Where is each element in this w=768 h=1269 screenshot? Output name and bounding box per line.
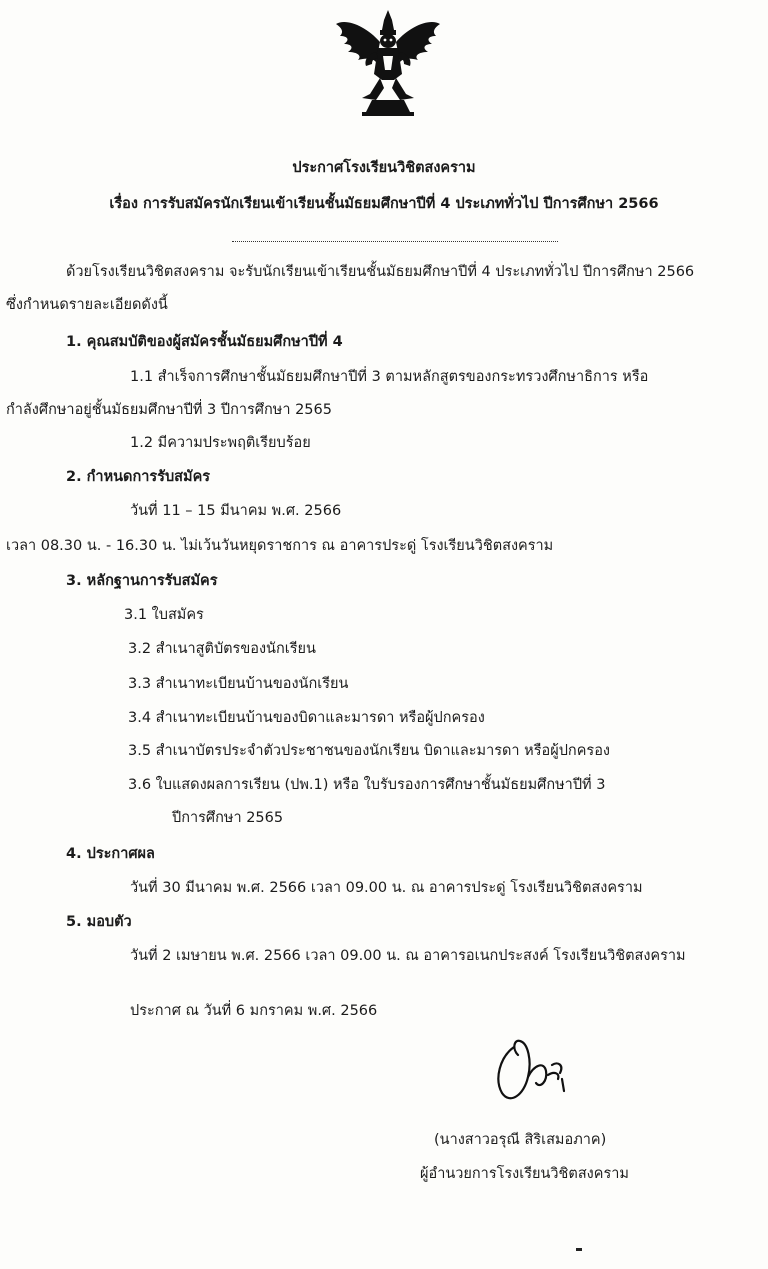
section-1-item-1-line-2: กำลังศึกษาอยู่ชั้นมัธยมศึกษาปีที่ 3 ปีการศึกษา 2565 [6, 402, 332, 418]
section-3-item-3: 3.3 สำเนาทะเบียนบ้านของนักเรียน [128, 676, 349, 692]
section-1-item-1-line-1: 1.1 สำเร็จการศึกษาชั้นมัธยมศึกษาปีที่ 3 ตามหลักสูตรของกระทรวงศึกษาธิการ หรือ [130, 369, 649, 385]
announcement-subject: เรื่อง การรับสมัครนักเรียนเข้าเรียนชั้นมัธยมศึกษาปีที่ 4 ประเภททั่วไป ปีการศึกษา 2566 [109, 196, 659, 212]
signatory-name: (นางสาวอรุณี สิริเสมอภาค) [434, 1132, 607, 1148]
intro-line-2: ซึ่งกำหนดรายละเอียดดังนี้ [6, 297, 168, 313]
section-3-item-5: 3.5 สำเนาบัตรประจำตัวประชาชนของนักเรียน บิดาและมารดา หรือผู้ปกครอง [128, 743, 610, 759]
section-5-heading: 5. มอบตัว [66, 914, 132, 930]
intro-line-1: ด้วยโรงเรียนวิชิตสงคราม จะรับนักเรียนเข้าเรียนชั้นมัธยมศึกษาปีที่ 4 ประเภททั่วไป ปีการศึกษา 2566 [66, 264, 695, 280]
announced-date: ประกาศ ณ วันที่ 6 มกราคม พ.ศ. 2566 [130, 1003, 378, 1019]
section-1-item-2: 1.2 มีความประพฤติเรียบร้อย [130, 435, 311, 451]
divider-dotted-line [232, 241, 558, 242]
scan-speck [576, 1248, 582, 1251]
section-4-detail: วันที่ 30 มีนาคม พ.ศ. 2566 เวลา 09.00 น. ณ อาคารประดู่ โรงเรียนวิชิตสงคราม [130, 880, 643, 896]
section-2-date: วันที่ 11 – 15 มีนาคม พ.ศ. 2566 [130, 503, 342, 519]
section-4-heading: 4. ประกาศผล [66, 846, 155, 862]
section-5-detail: วันที่ 2 เมษายน พ.ศ. 2566 เวลา 09.00 น. ณ อาคารอเนกประสงค์ โรงเรียนวิชิตสงคราม [130, 948, 686, 964]
signatory-position: ผู้อำนวยการโรงเรียนวิชิตสงคราม [420, 1166, 629, 1182]
section-3-item-2: 3.2 สำเนาสูติบัตรของนักเรียน [128, 641, 316, 657]
garuda-emblem-icon [332, 8, 444, 120]
signature-image [488, 1035, 588, 1110]
section-3-item-6: 3.6 ใบแสดงผลการเรียน (ปพ.1) หรือ ใบรับรองการศึกษาชั้นมัธยมศึกษาปีที่ 3 [128, 777, 606, 793]
section-3-heading: 3. หลักฐานการรับสมัคร [66, 573, 218, 589]
announcement-title: ประกาศโรงเรียนวิชิตสงคราม [292, 160, 476, 176]
section-3-item-1: 3.1 ใบสมัคร [124, 607, 204, 623]
section-3-item-6-line-2: ปีการศึกษา 2565 [172, 810, 284, 826]
section-1-heading: 1. คุณสมบัติของผู้สมัครชั้นมัธยมศึกษาปีที่ 4 [66, 334, 343, 350]
section-2-heading: 2. กำหนดการรับสมัคร [66, 469, 211, 485]
section-3-item-4: 3.4 สำเนาทะเบียนบ้านของบิดาและมารดา หรือผู้ปกครอง [128, 710, 485, 726]
section-2-time: เวลา 08.30 น. - 16.30 น. ไม่เว้นวันหยุดราชการ ณ อาคารประดู่ โรงเรียนวิชิตสงคราม [6, 538, 554, 554]
